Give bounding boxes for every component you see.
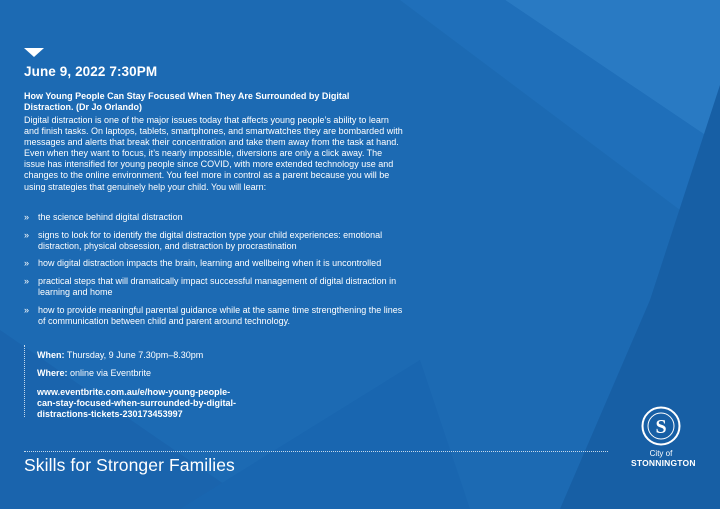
list-item [24,305,404,327]
logo-mark: S [655,416,667,438]
event-details [37,350,357,420]
list-item [24,258,404,269]
bullet-marker: » [24,229,30,240]
stonnington-s-icon [641,406,681,446]
bullet-marker: » [24,258,30,269]
where-value: online via Eventbrite [67,368,152,379]
list-item-text: the science behind digital distraction [38,212,183,222]
list-item [24,212,404,223]
when-label: When: [37,350,65,360]
when-row [37,350,357,361]
learning-points-list [24,212,404,333]
where-row [37,368,357,379]
event-date: June 9, 2022 7:30PM [24,64,158,79]
footer-divider [24,451,608,452]
where-label: Where: [37,368,68,379]
list-item-text: practical steps that will dramatically impact successful management of digital distraction in learning and home [38,275,397,297]
event-title: How Young People Can Stay Focused When They Are Surrounded by Digital Distraction. (Dr Jo Orlando) [24,91,350,112]
eventbrite-link[interactable]: www.eventbrite.com.au/e/how-young-people- can-stay-focused-when-surrounded-by-digital- distractions-tickets-230173453997 [37,386,237,420]
triangle-down-icon [24,48,44,57]
bullet-marker: » [24,304,30,315]
when-value: Thursday, 9 June 7.30pm–8.30pm [64,350,204,360]
bullet-marker: » [24,275,30,286]
list-item [24,230,404,252]
details-divider [24,345,25,417]
list-item-text: how to provide meaningful parental guidance while at the same time strengthening the lines of communication between child and parent around technology. [38,304,403,326]
list-item [24,276,404,298]
city-of-stonnington-logo [631,406,696,468]
event-description: Digital distraction is one of the major issues today that affects young people’s ability to learn and finish tasks. On laptops, tablets, smartphones, and smartwatches they are bombarded with messages and alerts that break their concentration and take them away from the task at hand. Even when they want to focus, it’s nearly impossible, diversions are only a click away. The issue has intensified for young people since COVID, with more extended technology use and changes to the online environment. You feel more in control as a parent because you will be using strategies that genuinely help your child. You will learn: [24,115,403,192]
logo-city-label: City of [649,449,673,458]
list-item-text: how digital distraction impacts the brain, learning and wellbeing when it is uncontrolled [38,258,382,269]
bullet-marker: » [24,212,30,222]
logo-name-label: STONNINGTON [631,458,696,468]
list-item-text: signs to look for to identify the digital distraction type your child experiences: emotional distraction, physical obsession, and distraction by procrastination [38,229,383,251]
program-title: Skills for Stronger Families [24,455,235,475]
